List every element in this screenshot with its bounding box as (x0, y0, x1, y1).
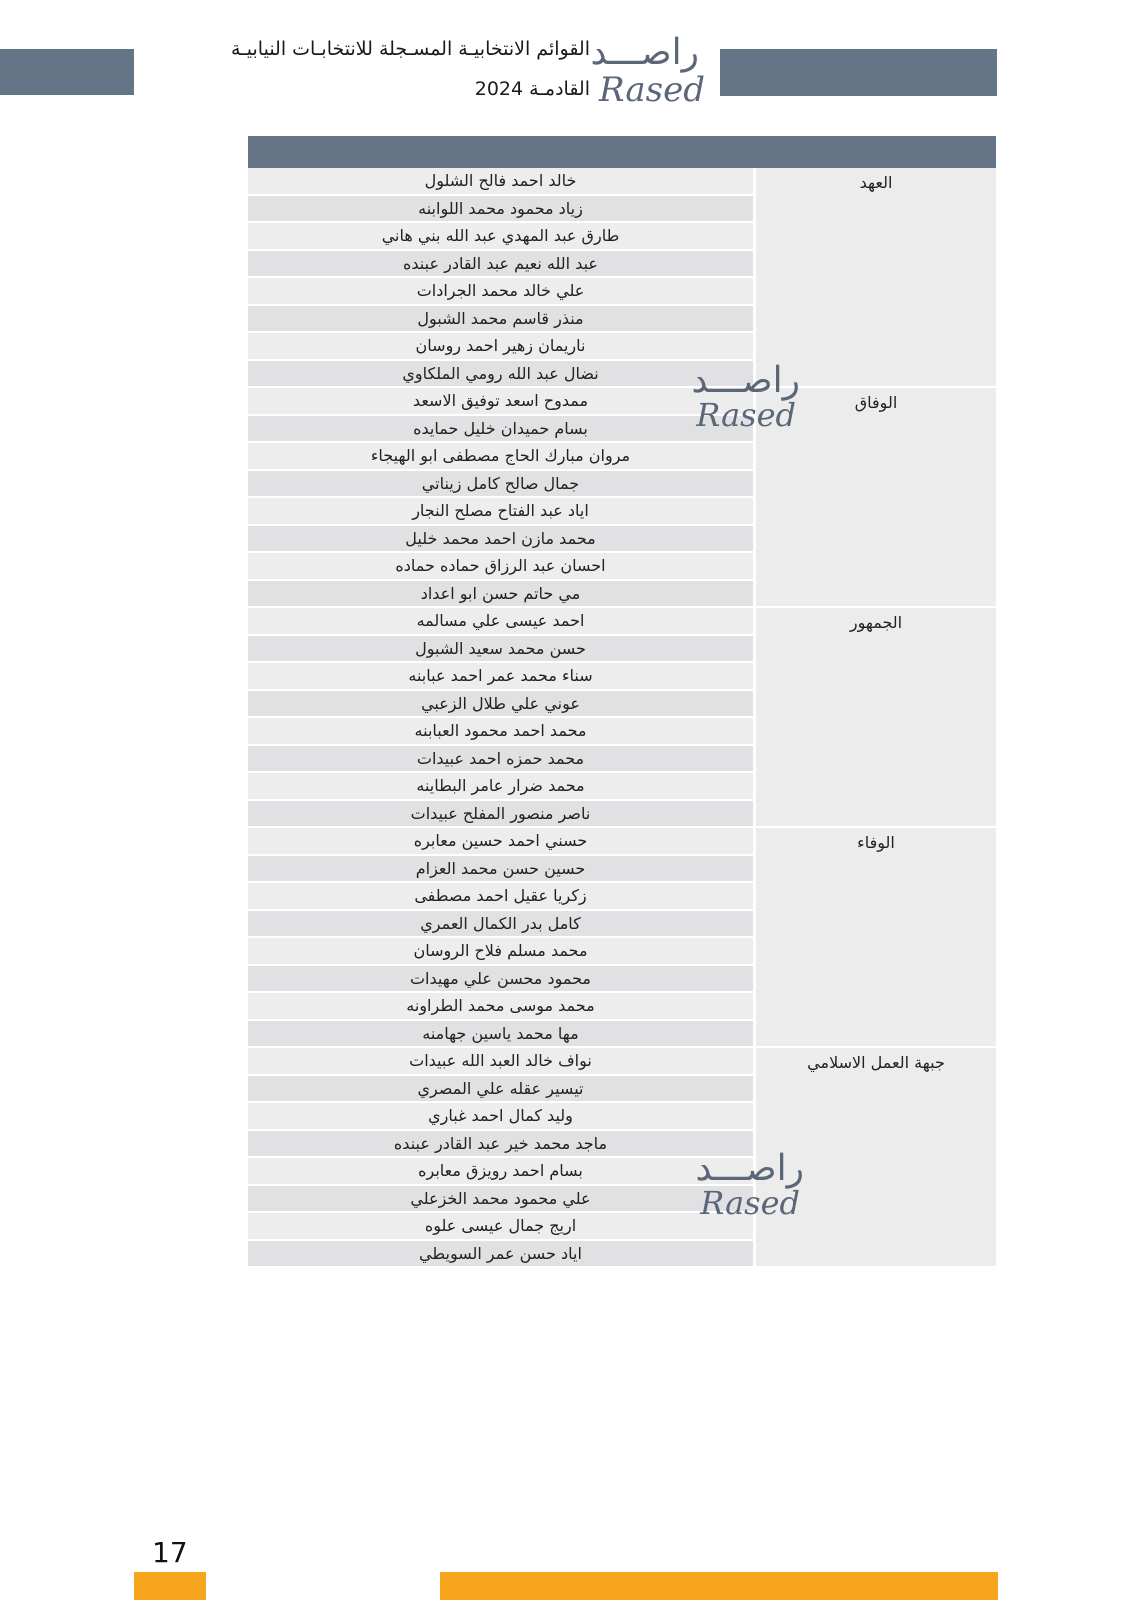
title-line-2: القادمـة 2024 (474, 78, 590, 100)
list-group-cell (756, 168, 996, 386)
table-row: طارق عبد المهدي عبد الله بني هاني (248, 223, 753, 249)
logo-english-text: Rased (599, 70, 705, 110)
table-row: عوني علي طلال الزعبي (248, 691, 753, 717)
table-row: زياد محمود محمد اللوابنه (248, 196, 753, 222)
table-row: عبد الله نعيم عبد القادر عبنده (248, 251, 753, 277)
list-name: العهد (859, 173, 893, 192)
table-row: محمد حمزه احمد عبيدات (248, 746, 753, 772)
table-row: كامل بدر الكمال العمري (248, 911, 753, 937)
header-bar-right (720, 49, 997, 96)
table-row: نضال عبد الله رومي الملكاوي (248, 361, 753, 387)
table-row: مروان مبارك الحاج مصطفى ابو الهيجاء (248, 443, 753, 469)
table-row: احمد عيسى علي مسالمه (248, 608, 753, 634)
watermark-english-text: Rased (696, 396, 796, 434)
list-group-cell (756, 828, 996, 1046)
table-row: ناريمان زهير احمد روسان (248, 333, 753, 359)
table-row: وليد كمال احمد غباري (248, 1103, 753, 1129)
list-name: جبهة العمل الاسلامي (807, 1053, 945, 1072)
table-row: نواف خالد العبد الله عبيدات (248, 1048, 753, 1074)
rased-logo (590, 32, 713, 112)
table-row: مي حاتم حسن ابو اعداد (248, 581, 753, 607)
table-row: علي خالد محمد الجرادات (248, 278, 753, 304)
table-row: حسني احمد حسين معابره (248, 828, 753, 854)
table-row: محمد ضرار عامر البطاينه (248, 773, 753, 799)
table-row: زكريا عقيل احمد مصطفى (248, 883, 753, 909)
table-row: علي محمود محمد الخزعلي (248, 1186, 753, 1212)
table-row: محمد احمد محمود العبابنه (248, 718, 753, 744)
watermark-arabic-text: راصـــد (691, 360, 800, 401)
watermark-english-text: Rased (700, 1184, 800, 1222)
table-row: مها محمد ياسين جهامنه (248, 1021, 753, 1047)
table-row: بسام حميدان خليل حمايده (248, 416, 753, 442)
table-row: محمد موسى محمد الطراونه (248, 993, 753, 1019)
table-row: ماجد محمد خير عبد القادر عبنده (248, 1131, 753, 1157)
table-row: محمود محسن علي مهيدات (248, 966, 753, 992)
watermark-arabic-text: راصـــد (695, 1148, 804, 1189)
page-number: 17 (152, 1536, 188, 1569)
logo-arabic-text: راصـــد (590, 32, 699, 73)
list-names-column (756, 168, 996, 1268)
footer-bar-left (134, 1572, 206, 1600)
table-header (248, 136, 996, 168)
table-row: منذر قاسم محمد الشبول (248, 306, 753, 332)
list-group-cell (756, 388, 996, 606)
table-row: تيسير عقله علي المصري (248, 1076, 753, 1102)
list-name: الوفاق (854, 393, 898, 412)
list-group-cell (756, 1048, 996, 1266)
list-group-cell (756, 608, 996, 826)
footer-bar-right (440, 1572, 998, 1600)
list-name: الجمهور (849, 613, 903, 632)
title-line-1: القوائم الانتخابيـة المسـجلة للانتخابـات النيابيـة (231, 38, 590, 60)
table-row: ناصر منصور المفلح عبيدات (248, 801, 753, 827)
table-row: محمد مسلم فلاح الروسان (248, 938, 753, 964)
header-bar-left (0, 49, 134, 95)
list-name: الوفاء (857, 833, 895, 852)
table-row: اياد حسن عمر السويطي (248, 1241, 753, 1267)
table-row: بسام احمد رويزق معابره (248, 1158, 753, 1184)
table-row: محمد مازن احمد محمد خليل (248, 526, 753, 552)
table-row: خالد احمد فالح الشلول (248, 168, 753, 194)
table-row: اريج جمال عيسى علوه (248, 1213, 753, 1239)
table-row: احسان عبد الرزاق حماده حماده (248, 553, 753, 579)
table-row: اياد عبد الفتاح مصلح النجار (248, 498, 753, 524)
table-row: حسن محمد سعيد الشبول (248, 636, 753, 662)
table-row: حسين حسن محمد العزام (248, 856, 753, 882)
table-row: سناء محمد عمر احمد عبابنه (248, 663, 753, 689)
candidate-names-column (248, 168, 753, 1268)
table-row: ممدوح اسعد توفيق الاسعد (248, 388, 753, 414)
table-row: جمال صالح كامل زيناتي (248, 471, 753, 497)
